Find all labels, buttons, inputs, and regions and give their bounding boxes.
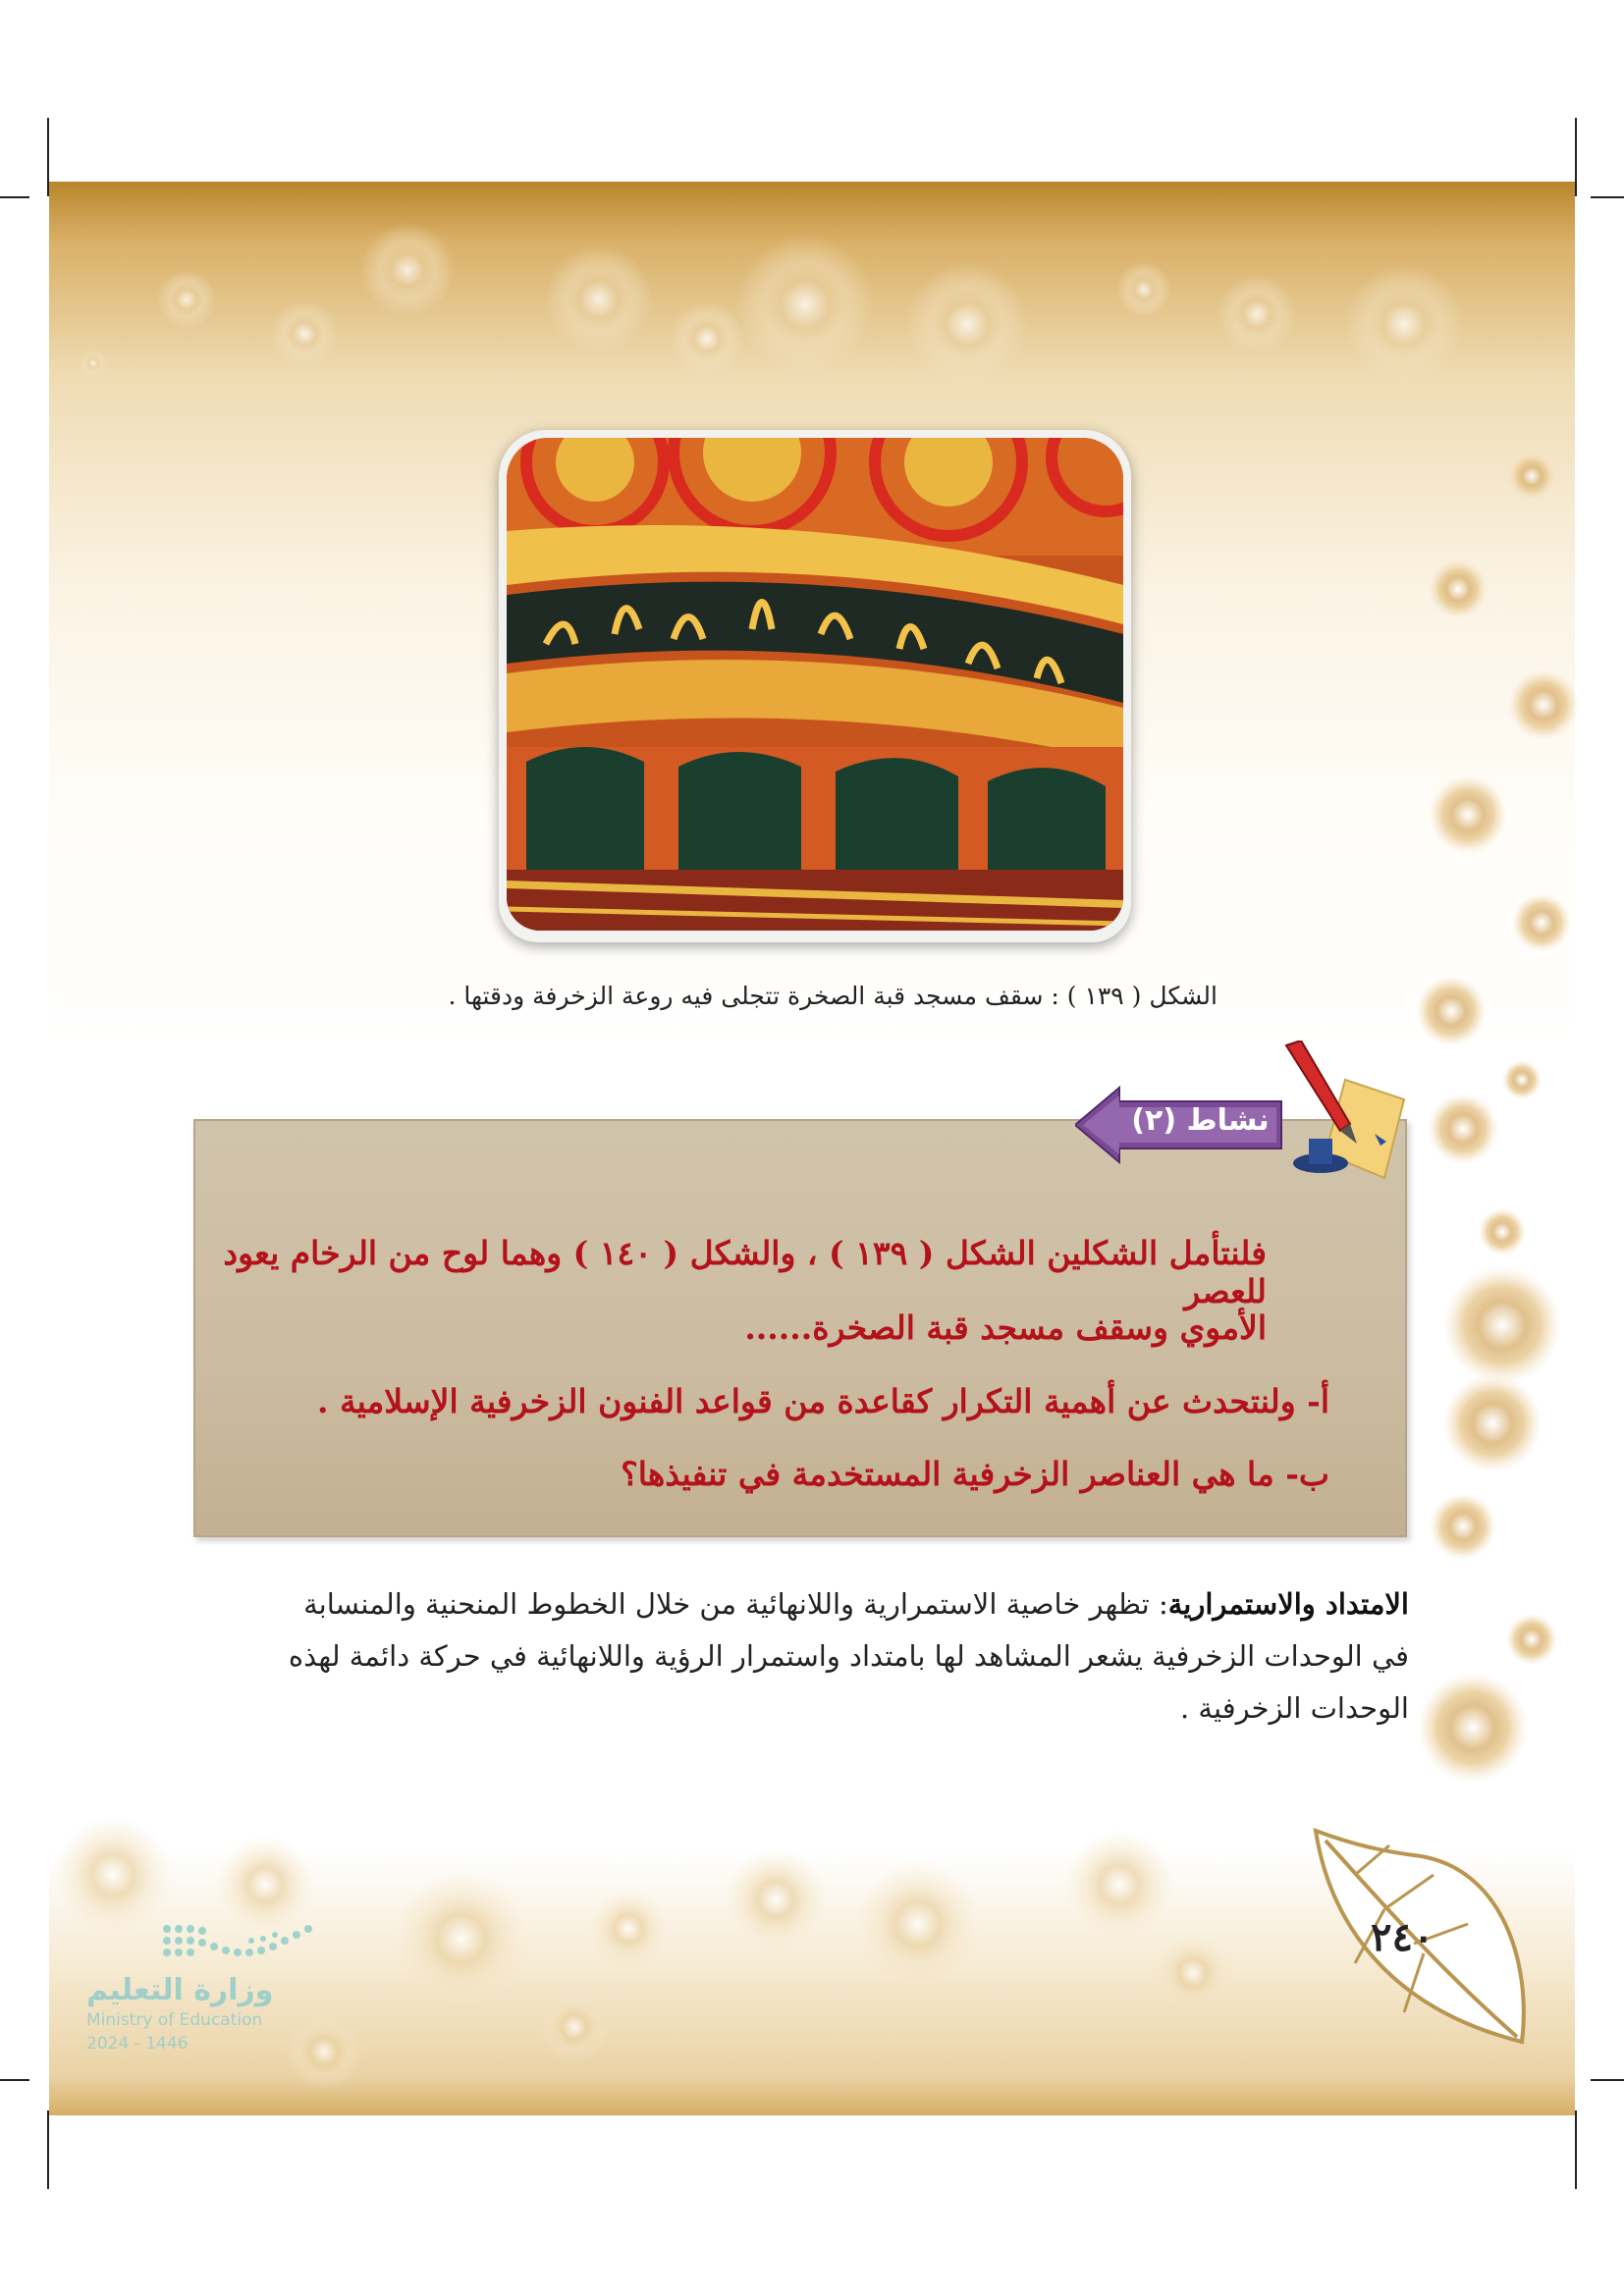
body-line-1 [196, 1582, 1409, 1626]
body-line-1-text: : تظهر خاصية الاستمرارية واللانهائية من خلال الخطوط المنحنية والمنسابة [303, 1587, 1168, 1621]
activity-line-2: الأموي وسقف مسجد قبة الصخرة...... [744, 1308, 1267, 1347]
activity-item-a: أ- ولنتحدث عن أهمية التكرار كقاعدة من قواعد الفنون الزخرفية الإسلامية . [317, 1382, 1329, 1420]
dome-of-the-rock-ceiling-image [507, 438, 1123, 931]
ministry-name-english: Ministry of Education [86, 2010, 263, 2030]
activity-tag-label: نشاط (٢) [1131, 1103, 1270, 1138]
figure-caption: الشكل ( ١٣٩ ) : سقف مسجد قبة الصخرة تتجلى فيه روعة الزخرفة ودقتها . [448, 982, 1218, 1010]
ministry-logo-icon [157, 1919, 324, 1968]
page-number: ٢٤٠ [1371, 1914, 1435, 1960]
pen-inkwell-icon [1267, 1041, 1414, 1188]
ministry-name-arabic: وزارة التعليم [86, 1973, 274, 2007]
body-line-3: الوحدات الزخرفية . [1179, 1691, 1409, 1725]
body-heading: الامتداد والاستمرارية [1167, 1587, 1409, 1621]
ministry-year: 2024 - 1446 [86, 2034, 189, 2054]
activity-item-b: ب- ما هي العناصر الزخرفية المستخدمة في تنفيذها؟ [621, 1455, 1329, 1493]
body-line-2: في الوحدات الزخرفية يشعر المشاهد لها بامتداد واستمرار الرؤية واللانهائية في حركة دائمة لهذه [288, 1639, 1409, 1673]
activity-line-1: فلنتأمل الشكلين الشكل ( ١٣٩ ) ، والشكل ( ١٤٠ ) وهما لوح من الرخام يعود للعصر [223, 1234, 1267, 1310]
